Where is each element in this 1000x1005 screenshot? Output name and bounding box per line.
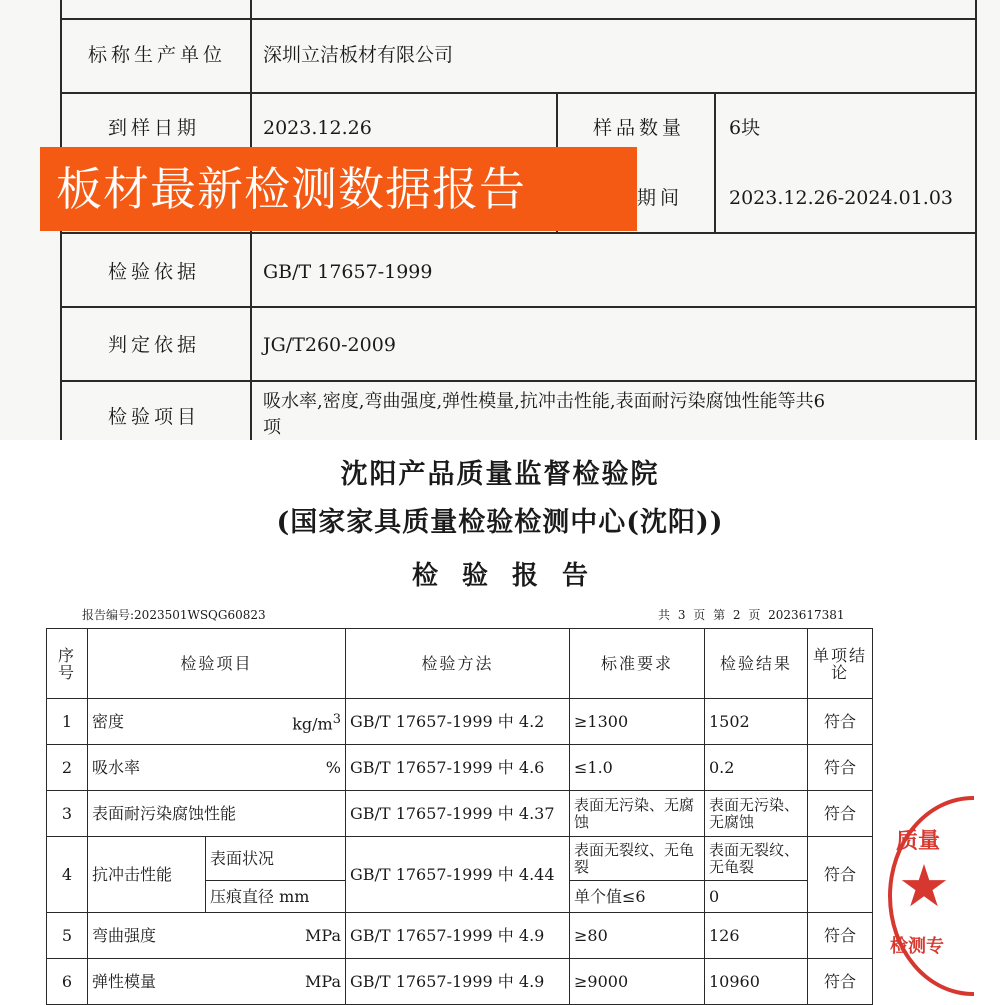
row-item-name: 密度 [92,711,125,731]
row-result: 0.2 [705,745,808,791]
row-item-name: 弹性模量 [92,972,157,991]
arrival-date-value: 2023.12.26 [263,117,372,139]
row-requirement: ≥1300 [570,699,705,745]
row-item-name: 表面耐污染腐蚀性能 [88,791,346,837]
row-conclusion: 符合 [808,959,873,1005]
row-conclusion: 符合 [808,745,873,791]
header-result: 检验结果 [705,629,808,699]
row-method: GB/T 17657-1999 中 4.2 [346,699,570,745]
row-item-name: 弯曲强度 [92,926,157,945]
row-item-name: 抗冲击性能 [88,837,206,913]
row-requirement: ≥9000 [570,959,705,1005]
row-seq: 3 [47,791,88,837]
star-icon: ★ [898,852,950,920]
sample-qty-label: 样品数量 [593,117,686,139]
sample-qty-value: 6块 [729,117,761,139]
row-seq: 5 [47,913,88,959]
inspection-stamp [884,796,974,996]
row-result: 126 [705,913,808,959]
judgement-basis-label: 判定依据 [108,334,201,356]
row-subitem-indent: 压痕直径 mm [206,881,346,913]
row-seq: 6 [47,959,88,1005]
row-result: 0 [705,881,808,913]
table-row [47,913,873,959]
header-seq: 序号 [47,629,88,699]
test-items-value-line2: 项 [263,417,281,438]
row-result: 10960 [705,959,808,1005]
row-item [88,913,346,959]
row-conclusion: 符合 [808,837,873,913]
sample-info-form [0,0,1000,440]
table-header-row [47,629,873,699]
test-basis-value: GB/T 17657-1999 [263,261,433,283]
row-item-unit: % [325,758,341,777]
row-conclusion: 符合 [808,791,873,837]
row-item-name: 吸水率 [92,758,141,777]
row-method: GB/T 17657-1999 中 4.9 [346,913,570,959]
row-method: GB/T 17657-1999 中 4.9 [346,959,570,1005]
table-row [47,791,873,837]
section-divider [0,440,1000,448]
stamp-text-bottom: 检测专 [890,936,944,957]
row-requirement: ≤1.0 [570,745,705,791]
table-row [47,837,873,881]
report-number: 报告编号:2023501WSQG60823 [82,608,266,622]
row-item [88,745,346,791]
arrival-date-label: 到样日期 [108,117,201,139]
judgement-basis-value: JG/T260-2009 [263,334,396,356]
row-conclusion: 符合 [808,913,873,959]
table-row [47,959,873,1005]
header-method: 检验方法 [346,629,570,699]
table-row [47,699,873,745]
results-table [46,628,873,1005]
headline-banner: 板材最新检测数据报告 [40,147,637,231]
header-item: 检验项目 [88,629,346,699]
row-requirement: 表面无污染、无腐蚀 [570,791,705,837]
page-info: 共 3 页 第 2 页 2023617381 [658,608,845,622]
row-item [88,699,346,745]
org-name: 沈阳产品质量监督检验院 [340,459,660,490]
org-subname: (国家家具质量检验检测中心(沈阳)) [276,507,724,538]
test-period-label: 期间 [637,187,684,209]
row-requirement: 单个值≤6 [570,881,705,913]
row-seq: 1 [47,699,88,745]
row-result: 表面无污染、无腐蚀 [705,791,808,837]
row-method: GB/T 17657-1999 中 4.44 [346,837,570,913]
row-item-unit: MPa [305,972,341,991]
test-items-value-line1: 吸水率,密度,弯曲强度,弹性模量,抗冲击性能,表面耐污染腐蚀性能等共6 [263,391,826,412]
row-requirement: 表面无裂纹、无龟裂 [570,837,705,881]
row-method: GB/T 17657-1999 中 4.6 [346,745,570,791]
row-item-unit: $kg/m^3$ [292,711,341,734]
header-requirement: 标准要求 [570,629,705,699]
row-seq: 4 [47,837,88,913]
row-conclusion: 符合 [808,699,873,745]
row-requirement: ≥80 [570,913,705,959]
row-method: GB/T 17657-1999 中 4.37 [346,791,570,837]
producer-label: 标称生产单位 [88,44,227,66]
row-item [88,959,346,1005]
row-subitem-surface: 表面状况 [206,837,346,881]
table-row [47,745,873,791]
report-title: 检验报告 [411,561,612,591]
header-conclusion: 单项结论 [808,629,873,699]
row-seq: 2 [47,745,88,791]
stamp-text-top: 质量 [896,829,941,854]
row-result: 表面无裂纹、无龟裂 [705,837,808,881]
row-item-unit: MPa [305,926,341,945]
test-items-label: 检验项目 [108,406,201,428]
test-basis-label: 检验依据 [108,261,201,283]
producer-value: 深圳立洁板材有限公司 [263,44,454,66]
row-result: 1502 [705,699,808,745]
test-period-value: 2023.12.26-2024.01.03 [729,187,953,209]
